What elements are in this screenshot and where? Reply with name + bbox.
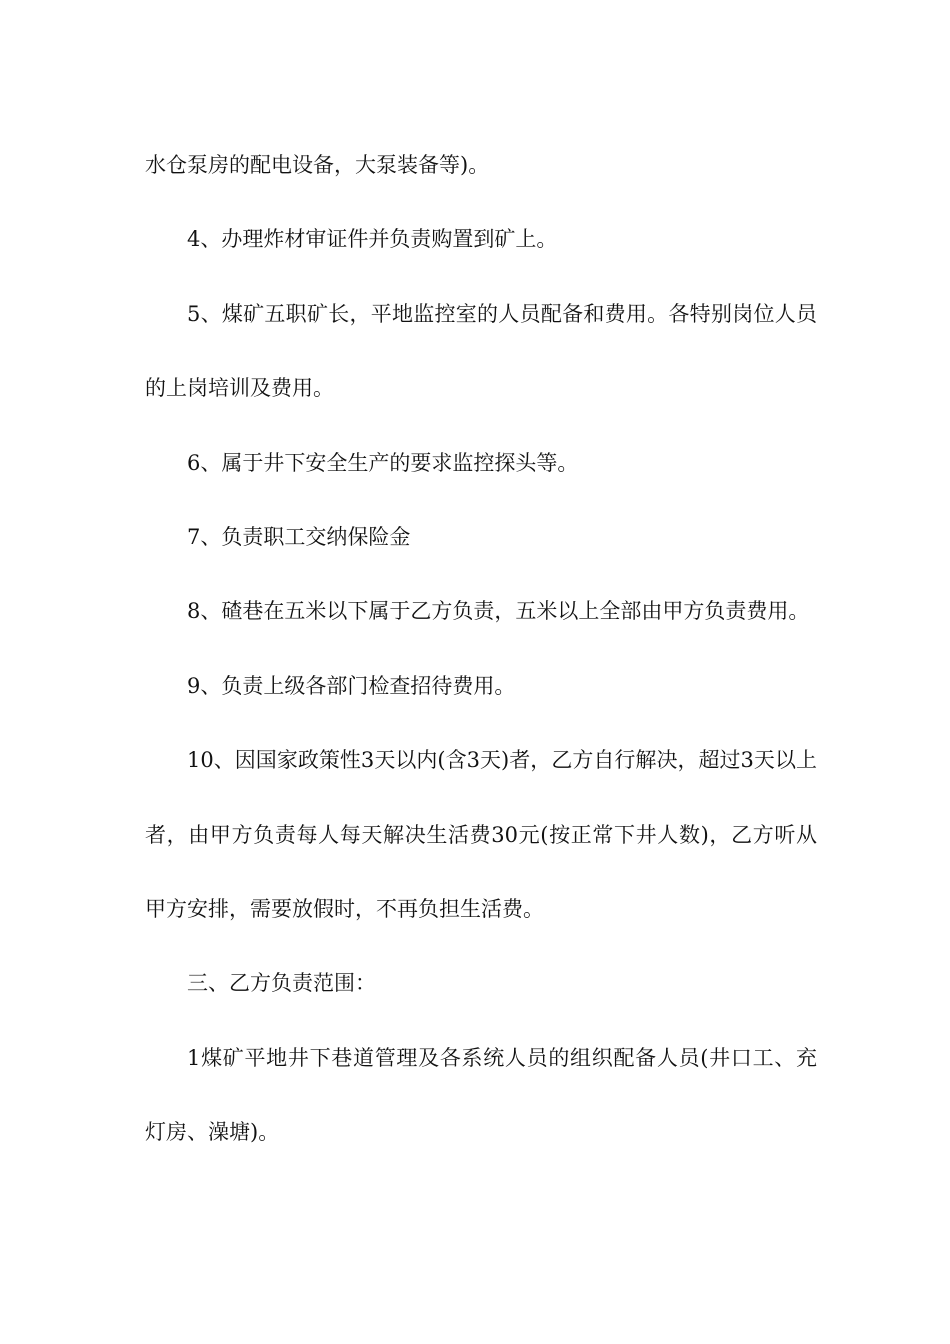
document-body xyxy=(145,128,817,1170)
paragraph-continuation: 水仓泵房的配电设备，大泵装备等)。 xyxy=(145,153,490,177)
paragraph-section-3-item-1: 1煤矿平地井下巷道管理及各系统人员的组织配备人员(井口工、充灯房、澡塘)。 xyxy=(145,1045,817,1145)
paragraph-item-6: 6、属于井下安全生产的要求监控探头等。 xyxy=(187,450,579,475)
paragraph-item-8: 8、碴巷在五米以下属于乙方负责，五米以上全部由甲方负责费用。 xyxy=(187,599,810,624)
paragraph-item-7: 7、负责职工交纳保险金 xyxy=(187,525,411,550)
paragraph-item-10: 10、因国家政策性3天以内(含3天)者，乙方自行解决，超过3天以上者，由甲方负责每人每天解决生活费30元(按正常下井人数)，乙方听从甲方安排，需要放假时，不再负担生活费。 xyxy=(145,748,817,922)
section-heading-3: 三、乙方负责范围： xyxy=(187,971,376,996)
paragraph-item-9: 9、负责上级各部门检查招待费用。 xyxy=(187,673,516,698)
paragraph-item-5: 5、煤矿五职矿长，平地监控室的人员配备和费用。各特别岗位人员的上岗培训及费用。 xyxy=(145,301,817,401)
paragraph-item-4: 4、办理炸材审证件并负责购置到矿上。 xyxy=(187,227,558,252)
